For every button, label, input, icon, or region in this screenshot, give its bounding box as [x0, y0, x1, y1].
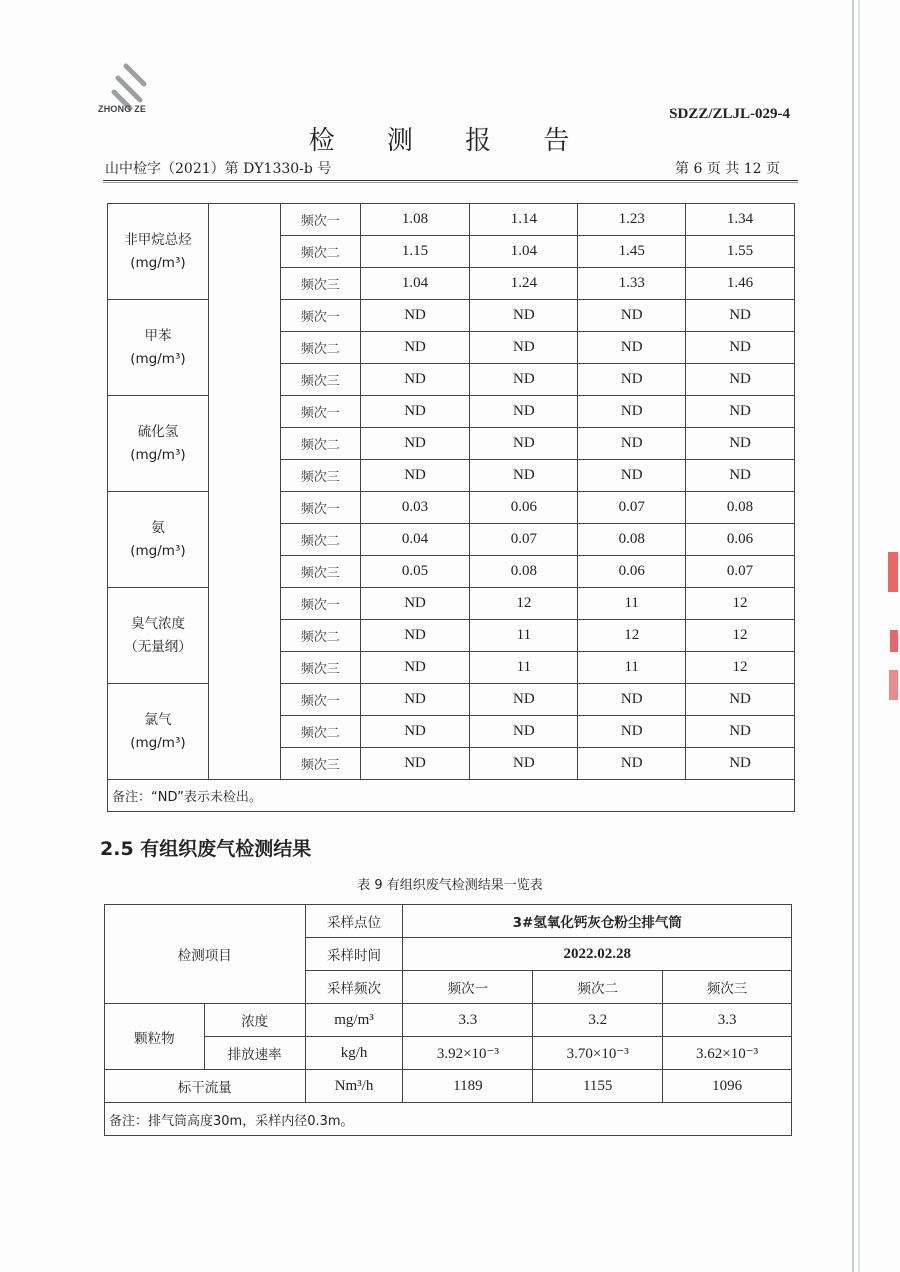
value-cell: 1.15 — [360, 236, 470, 268]
value-cell: 0.04 — [360, 524, 470, 556]
logo-text: ZHONG ZE — [98, 104, 147, 114]
value-cell: 1.24 — [470, 268, 578, 300]
value-cell: ND — [578, 300, 686, 332]
value-cell: 12 — [470, 588, 578, 620]
value-cell: ND — [470, 748, 578, 780]
report-number: 山中检字（2021）第 DY1330-b 号 — [105, 161, 332, 177]
value-cell: ND — [578, 684, 686, 716]
frequency-label: 频次二 — [280, 332, 360, 364]
table-row — [105, 1037, 792, 1070]
frequency-label: 频次三 — [280, 364, 360, 396]
value-cell: ND — [686, 332, 795, 364]
frequency-label: 频次一 — [280, 684, 360, 716]
parameter-name — [108, 684, 209, 780]
value-cell: ND — [470, 300, 578, 332]
value-cell: ND — [686, 748, 795, 780]
value-cell: ND — [470, 332, 578, 364]
table-caption: 表 9 有组织废气检测结果一览表 — [357, 878, 543, 893]
header-divider — [103, 182, 798, 183]
parameter-label: 臭气浓度 — [130, 615, 185, 632]
particulate-label: 颗粒物 — [105, 1004, 205, 1070]
seal-fragment — [889, 670, 898, 700]
page-info: 第 6 页 共 12 页 — [675, 161, 780, 177]
organized-exhaust-table — [104, 904, 792, 1136]
item-header: 检测项目 — [105, 905, 306, 1004]
value-cell: ND — [578, 428, 686, 460]
value-cell: ND — [470, 364, 578, 396]
value-cell: ND — [686, 460, 795, 492]
value-cell: 12 — [686, 588, 795, 620]
value-cell: 12 — [686, 652, 795, 684]
value-cell: ND — [360, 300, 470, 332]
parameter-unit: （无量纲） — [124, 638, 192, 655]
value-cell: 0.06 — [578, 556, 686, 588]
frequency-label: 频次三 — [280, 748, 360, 780]
frequency-label: 频次二 — [280, 236, 360, 268]
results-table-continued — [107, 203, 795, 812]
parameter-label: 氨 — [151, 519, 165, 536]
frequency-label: 频次三 — [280, 268, 360, 300]
site-value: 3#氢氧化钙灰仓粉尘排气筒 — [403, 905, 792, 938]
value-cell: ND — [360, 460, 470, 492]
table-row — [105, 1070, 792, 1103]
table-row — [105, 1103, 792, 1136]
frequency-label: 频次一 — [280, 396, 360, 428]
value-cell: 0.05 — [360, 556, 470, 588]
parameter-unit: (mg/m³) — [130, 446, 186, 463]
value-cell: 1.08 — [360, 204, 470, 236]
frequency-label: 频次一 — [280, 588, 360, 620]
value-cell: 11 — [578, 588, 686, 620]
value-cell: ND — [686, 428, 795, 460]
freq-header: 频次二 — [533, 971, 663, 1004]
value-cell: 12 — [686, 620, 795, 652]
value-cell: ND — [578, 332, 686, 364]
rate-value: 3.62×10⁻³ — [663, 1037, 792, 1070]
value-cell: 1.04 — [470, 236, 578, 268]
value-cell: 1.46 — [686, 268, 795, 300]
header-divider — [103, 180, 798, 181]
value-cell: 1.55 — [686, 236, 795, 268]
frequency-label: 频次一 — [280, 300, 360, 332]
freq-header: 频次三 — [663, 971, 792, 1004]
frequency-label: 频次一 — [280, 492, 360, 524]
rate-value: 3.92×10⁻³ — [403, 1037, 533, 1070]
value-cell: ND — [470, 428, 578, 460]
frequency-label: 频次三 — [280, 460, 360, 492]
value-cell: ND — [686, 364, 795, 396]
value-cell: 0.08 — [578, 524, 686, 556]
conc-label: 浓度 — [204, 1004, 305, 1037]
parameter-name — [108, 492, 209, 588]
table-row — [105, 1004, 792, 1037]
value-cell: 1.45 — [578, 236, 686, 268]
table-note: 备注：“ND”表示未检出。 — [108, 780, 795, 812]
flow-value: 1155 — [533, 1070, 663, 1103]
frequency-label: 频次一 — [280, 204, 360, 236]
value-cell: 11 — [470, 620, 578, 652]
parameter-label: 硫化氢 — [137, 423, 179, 440]
section-title: 2.5 有组织废气检测结果 — [100, 838, 312, 860]
table-row — [108, 204, 795, 236]
value-cell: ND — [686, 300, 795, 332]
scan-edge-line — [858, 0, 860, 1272]
document-code: SDZZ/ZLJL-029-4 — [669, 106, 790, 122]
value-cell: ND — [578, 396, 686, 428]
value-cell: 0.07 — [578, 492, 686, 524]
parameter-label: 氯气 — [144, 711, 172, 728]
parameter-name — [108, 300, 209, 396]
parameter-name — [108, 396, 209, 492]
value-cell: ND — [360, 652, 470, 684]
value-cell: 1.14 — [470, 204, 578, 236]
value-cell: ND — [578, 460, 686, 492]
freq-label: 采样频次 — [305, 971, 403, 1004]
value-cell: ND — [360, 684, 470, 716]
value-cell: 11 — [578, 652, 686, 684]
parameter-label: 非甲烷总烃 — [124, 231, 192, 248]
value-cell: 0.06 — [686, 524, 795, 556]
value-cell: ND — [470, 716, 578, 748]
value-cell: ND — [360, 716, 470, 748]
site-label: 采样点位 — [305, 905, 403, 938]
seal-fragment — [890, 630, 898, 652]
value-cell: ND — [360, 396, 470, 428]
conc-value: 3.2 — [533, 1004, 663, 1037]
time-value: 2022.02.28 — [403, 938, 792, 971]
value-cell: ND — [360, 332, 470, 364]
value-cell: ND — [360, 364, 470, 396]
flow-label: 标干流量 — [105, 1070, 306, 1103]
value-cell: ND — [360, 748, 470, 780]
freq-header: 频次一 — [403, 971, 533, 1004]
frequency-label: 频次二 — [280, 620, 360, 652]
value-cell: ND — [360, 620, 470, 652]
value-cell: ND — [470, 684, 578, 716]
value-cell: ND — [360, 428, 470, 460]
rate-value: 3.70×10⁻³ — [533, 1037, 663, 1070]
frequency-label: 频次二 — [280, 524, 360, 556]
seal-fragment — [888, 552, 898, 592]
value-cell: ND — [686, 684, 795, 716]
value-cell: ND — [360, 588, 470, 620]
value-cell: 1.33 — [578, 268, 686, 300]
time-label: 采样时间 — [305, 938, 403, 971]
value-cell: ND — [686, 396, 795, 428]
value-cell: 1.04 — [360, 268, 470, 300]
parameter-name — [108, 588, 209, 684]
value-cell: 0.07 — [686, 556, 795, 588]
value-cell: 12 — [578, 620, 686, 652]
parameter-unit: (mg/m³) — [130, 350, 186, 367]
table-row — [108, 780, 795, 812]
blank-column — [208, 204, 280, 780]
parameter-label: 甲苯 — [144, 327, 172, 344]
rate-unit: kg/h — [305, 1037, 403, 1070]
parameter-unit: (mg/m³) — [130, 734, 186, 751]
parameter-unit: (mg/m³) — [130, 542, 186, 559]
conc-value: 3.3 — [403, 1004, 533, 1037]
flow-value: 1189 — [403, 1070, 533, 1103]
value-cell: 1.34 — [686, 204, 795, 236]
frequency-label: 频次二 — [280, 716, 360, 748]
frequency-label: 频次三 — [280, 556, 360, 588]
value-cell: 11 — [470, 652, 578, 684]
table-row — [105, 905, 792, 938]
value-cell: ND — [578, 716, 686, 748]
parameter-unit: (mg/m³) — [130, 254, 186, 271]
conc-value: 3.3 — [663, 1004, 792, 1037]
value-cell: 0.03 — [360, 492, 470, 524]
value-cell: ND — [470, 396, 578, 428]
flow-value: 1096 — [663, 1070, 792, 1103]
table-note: 备注：排气筒高度30m，采样内径0.3m。 — [105, 1103, 792, 1136]
frequency-label: 频次三 — [280, 652, 360, 684]
parameter-name — [108, 204, 209, 300]
value-cell: ND — [470, 460, 578, 492]
value-cell: 0.08 — [470, 556, 578, 588]
value-cell: 0.07 — [470, 524, 578, 556]
value-cell: 0.06 — [470, 492, 578, 524]
frequency-label: 频次二 — [280, 428, 360, 460]
flow-unit: Nm³/h — [305, 1070, 403, 1103]
value-cell: ND — [578, 364, 686, 396]
value-cell: ND — [578, 748, 686, 780]
value-cell: 0.08 — [686, 492, 795, 524]
document-title: 检 测 报 告 — [308, 126, 592, 156]
value-cell: 1.23 — [578, 204, 686, 236]
scan-edge-line — [852, 0, 854, 1272]
conc-unit: mg/m³ — [305, 1004, 403, 1037]
value-cell: ND — [686, 716, 795, 748]
rate-label: 排放速率 — [204, 1037, 305, 1070]
